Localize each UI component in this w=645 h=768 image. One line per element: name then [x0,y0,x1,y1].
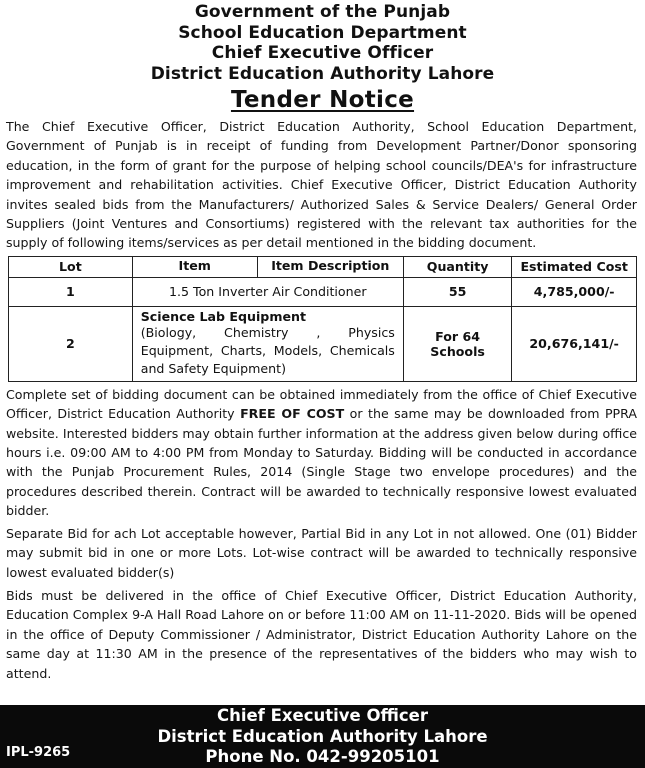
header-estimated-cost: Estimated Cost [512,256,637,277]
header-authority: District Education Authority Lahore [150,63,495,84]
header-department: School Education Department [178,22,467,43]
row1-item: 1.5 Ton Inverter Air Conditioner [132,277,403,306]
table-row [9,277,637,306]
notice-title [0,87,645,113]
header-officer: Chief Executive Officer [211,43,434,63]
row2-cost: 20,676,141/- [512,306,637,381]
separate-bid-paragraph: Separate Bid for ach Lot acceptable however, Partial Bid in any Lot in not allowed. One (01) Bidder may submit bid in one or more Lots. Lot-wise contract will be awarded to technically responsive lowest evaluated bidder(s) [6,525,637,580]
table-header-row [9,256,637,277]
header-item-group [132,256,403,277]
para2-text-after: or the same may be downloaded from PPRA website. Interested bidders may obtain further information at the address given below during office hours i.e. 09:00 AM to 4:00 PM from Monday to Saturday. Bidding will be conducted in accordance with the Punjab Procurement Rules, 2014 (Single Stage two envelope procedures) and the procedures described therein. Contract will be awarded to technically responsive lowest evaluated bidder. [6,406,637,519]
header-item-description: Item Description [271,257,390,273]
row1-cost: 4,785,000/- [512,277,637,306]
intro-paragraph: The Chief Executive Officer, District Education Authority, School Education Department, Government of Punjab is in receipt of funding from Development Partner/Donor sponsoring education, in the form of grant for the purpose of helping school councils/DEA's for infrastructure improvement and rehabilitation activities. Chief Executive Officer, District Education Authority invites sealed bids from the Manufacturers/ Authorized Sales & Service Dealers/ General Order Suppliers (Joint Ventures and Consortiums) registered with the relevant tax authorities for the supply of following items/services as per detail mentioned in the bidding document. [6,119,637,251]
bid-delivery-paragraph: Bids must be delivered in the office of Chief Executive Officer, District Education Authority, Education Complex 9-A Hall Road Lahore on or before 11:00 AM on 11-11-2020. Bids will be opened in the office of Deputy Commissioner / Administrator, District Education Authority Lahore on the same day at 11:30 AM in the presence of the representatives of the bidders who may wish to attend. [6,587,637,681]
row2-description: (Biology, Chemistry , Physics Equipment, Charts, Models, Chemicals and Safety Equipment) [140,324,395,376]
header-lot: Lot [9,256,133,277]
bidding-document-paragraph [6,385,637,521]
header-government: Government of the Punjab [194,2,451,22]
row2-item-cell [132,306,403,381]
row2-quantity: For 64 Schools [403,306,511,381]
table-row [9,306,637,381]
ipl-code: IPL-9265 [6,745,71,760]
free-of-cost-text: FREE OF COST [240,406,345,422]
row1-quantity: 55 [403,277,511,306]
footer-authority: District Education Authority Lahore [157,726,488,746]
tender-table [8,256,637,382]
row2-item: Science Lab Equipment [140,308,306,324]
notice-header [0,0,645,84]
row1-lot: 1 [9,277,133,306]
para2-text-before: Complete set of bidding document can be obtained immediately from the office of Chief Executive Officer, District Education Authority [6,386,637,422]
footer-officer: Chief Executive Officer [216,706,429,725]
row2-lot: 2 [9,306,133,381]
header-item: Item [133,257,258,277]
notice-footer [0,705,645,768]
title-text: Tender Notice [230,87,415,113]
footer-phone: Phone No. 042-99205101 [205,747,440,766]
header-quantity: Quantity [403,256,511,277]
